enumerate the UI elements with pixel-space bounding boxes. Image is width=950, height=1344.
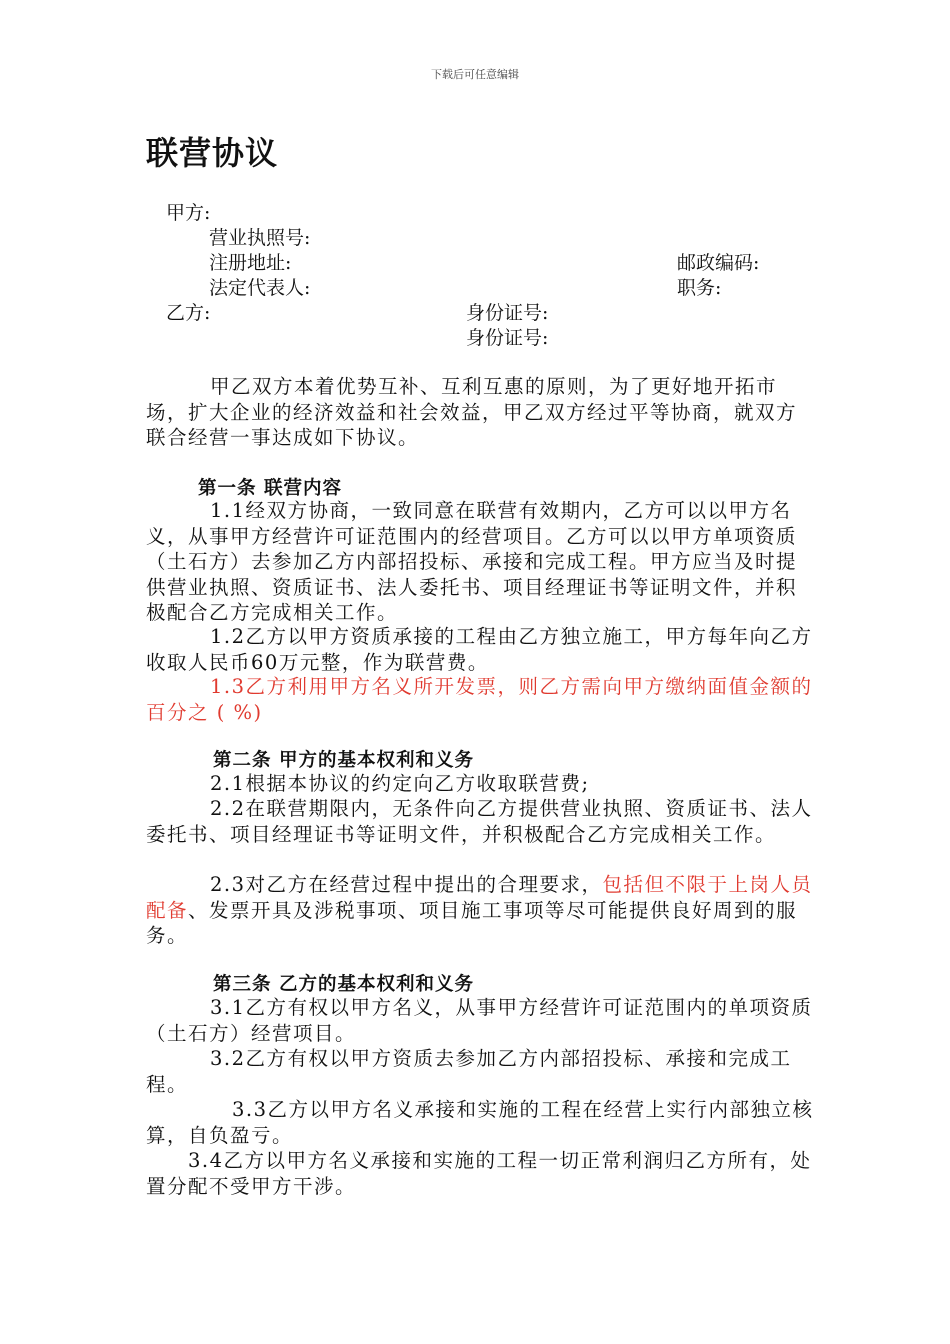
clause-2-1: 2.1根据本协议的约定向乙方收取联营费; (210, 772, 590, 795)
clause-2-3-part-a: 2.3对乙方在经营过程中提出的合理要求， (210, 873, 603, 896)
header-note: 下载后可任意编辑 (431, 68, 519, 81)
position-label: 职务: (677, 277, 722, 299)
party-b-label: 乙方: (166, 302, 211, 324)
address-label: 注册地址: (209, 252, 292, 274)
clause-3-3: 3.3乙方以甲方名义承接和实施的工程在经营上实行内部独立核算，自负盈亏。 (146, 1098, 814, 1147)
clause-1-1: 1.1经双方协商，一致同意在联营有效期内，乙方可以以甲方名义，从事甲方经营许可证范围内的经营项目。乙方可以以甲方单项资质（土石方）去参加乙方内部招投标、承接和完成工程。甲方应当及时提供营业执照、资质证书、法人委托书、项目经理证书等证明文件，并积极配合乙方完成相关工作。 (146, 499, 798, 624)
article3-heading: 第三条 乙方的基本权利和义务 (213, 974, 474, 995)
clause-3-4: 3.4乙方以甲方名义承接和实施的工程一切正常利润归乙方所有，处置分配不受甲方干涉。 (146, 1149, 812, 1198)
id-no-label-2: 身份证号: (466, 327, 549, 349)
article2-heading: 第二条 甲方的基本权利和义务 (213, 750, 474, 771)
clause-1-2: 1.2乙方以甲方资质承接的工程由乙方独立施工，甲方每年向乙方收取人民币60万元整，作为联营费。 (146, 625, 813, 674)
clause-1-3: 1.3乙方利用甲方名义所开发票，则乙方需向甲方缴纳面值金额的百分之 ( %) (146, 675, 813, 724)
clause-2-2: 2.2在联营期限内，无条件向乙方提供营业执照、资质证书、法人委托书、项目经理证书等证明文件，并积极配合乙方完成相关工作。 (146, 797, 813, 846)
party-a-label: 甲方: (166, 202, 211, 224)
id-no-label-1: 身份证号: (466, 302, 549, 324)
clause-2-3 (146, 872, 816, 949)
license-no-label: 营业执照号: (209, 227, 311, 249)
clause-2-3-part-b: 、发票开具及涉税事项、项目施工事项等尽可能提供良好周到的服务。 (146, 898, 798, 947)
clause-3-2: 3.2乙方有权以甲方资质去参加乙方内部招投标、承接和完成工程。 (146, 1047, 792, 1096)
clause-2-3-highlight: 包括但不限于上岗人员配备 (146, 873, 813, 922)
legal-rep-label: 法定代表人: (209, 277, 311, 299)
clause-3-1: 3.1乙方有权以甲方名义，从事甲方经营许可证范围内的单项资质（土石方）经营项目。 (146, 996, 813, 1045)
article1-heading: 第一条 联营内容 (198, 478, 342, 499)
intro-paragraph: 甲乙双方本着优势互补、互利互惠的原则，为了更好地开拓市场，扩大企业的经济效益和社会效益，甲乙双方经过平等协商，就双方联合经营一事达成如下协议。 (146, 375, 798, 449)
postal-code-label: 邮政编码: (677, 252, 760, 274)
page-title: 联营协议 (146, 134, 279, 172)
